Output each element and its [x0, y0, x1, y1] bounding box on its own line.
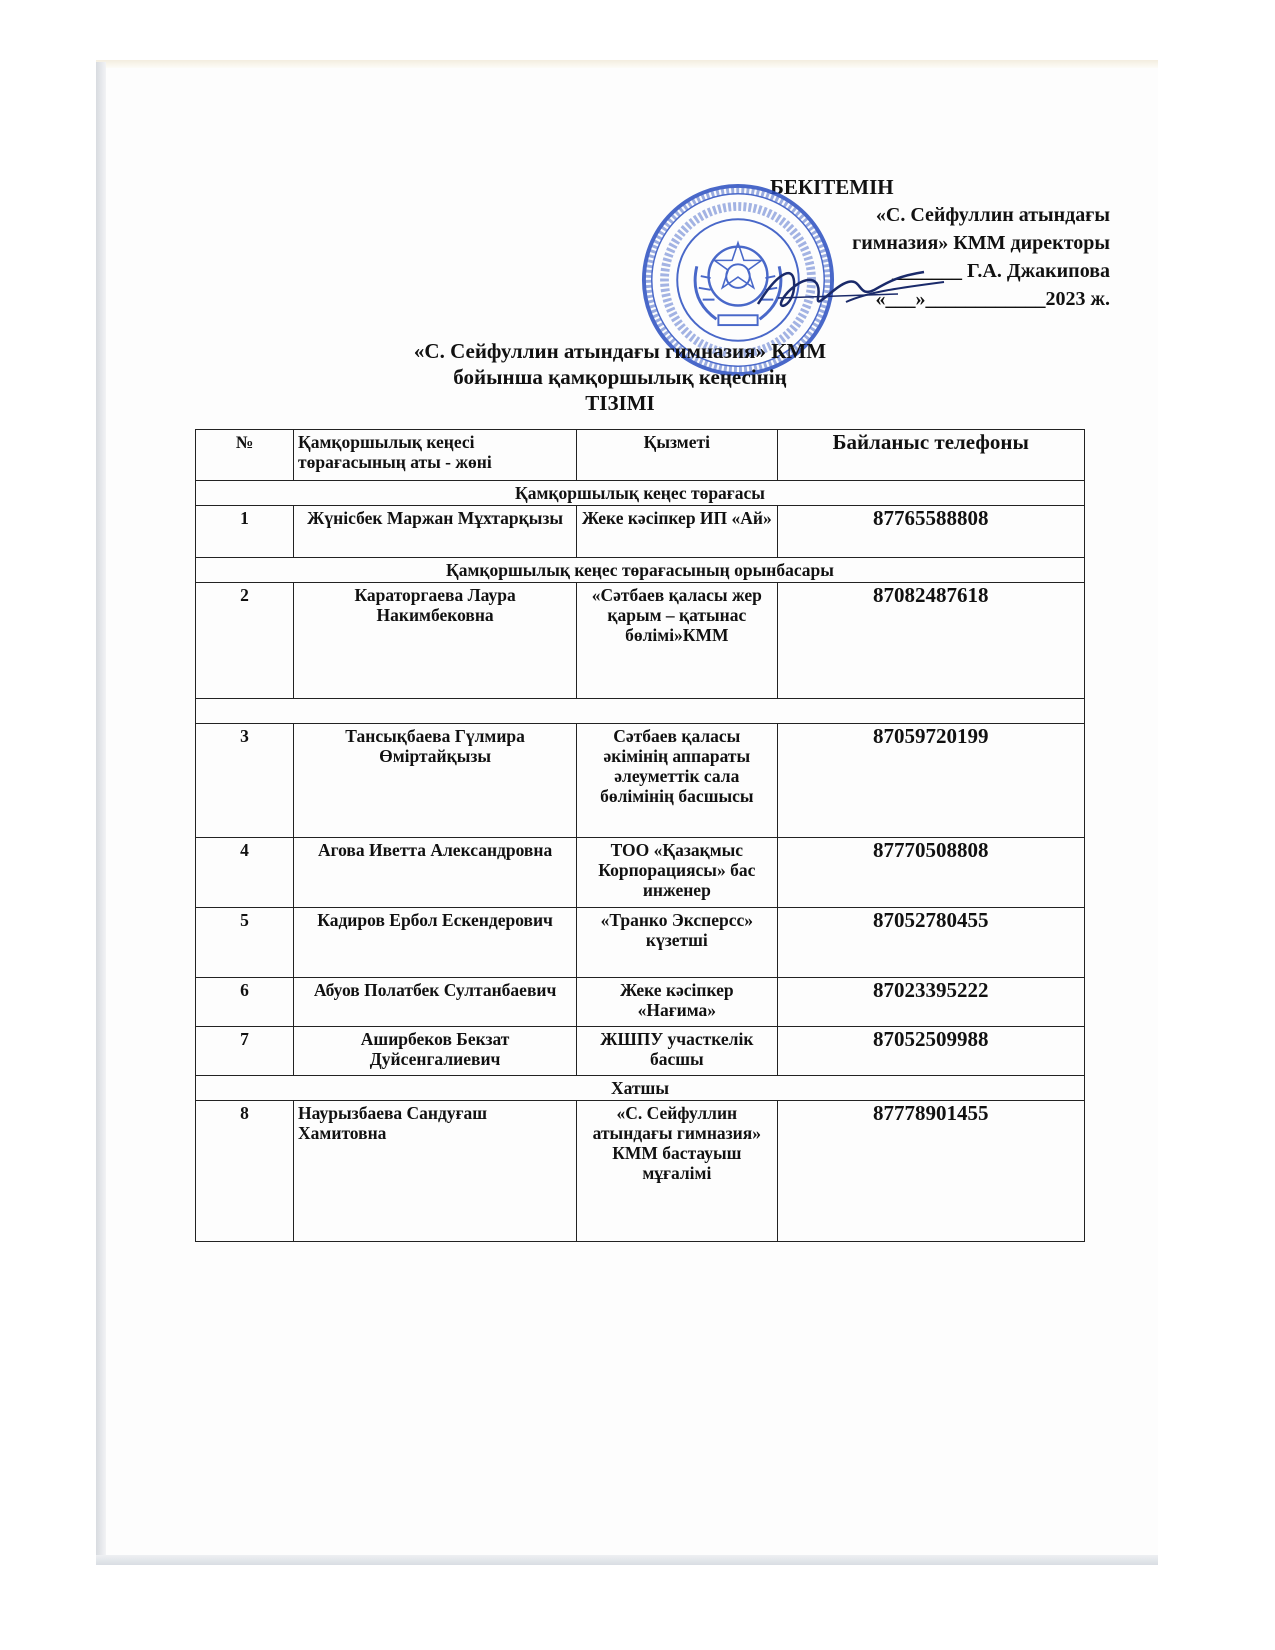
row-num: 3 [196, 724, 294, 838]
title-line-1: «С. Сейфуллин атындағы гимназия» КММ [413, 339, 827, 363]
row-num: 6 [196, 978, 294, 1027]
row-phone: 87052780455 [777, 908, 1085, 978]
row-position: «Транко Эксперсс» күзетші [577, 908, 777, 978]
section-chair: Қамқоршылық кеңес төрағасы [196, 481, 1085, 506]
header-phone: Байланыс телефоны [777, 430, 1085, 481]
section-secretary: Хатшы [196, 1076, 1085, 1101]
table-row [196, 908, 1085, 978]
paper-left-edge [96, 62, 106, 1562]
table-row [196, 724, 1085, 838]
row-phone: 87082487618 [777, 583, 1085, 699]
row-num: 7 [196, 1027, 294, 1076]
row-name: Агова Иветта Александровна [294, 838, 577, 908]
row-num: 4 [196, 838, 294, 908]
row-name: Тансықбаева Гүлмира Өміртайқызы [294, 724, 577, 838]
empty-cell [196, 699, 1085, 724]
header-position: Қызметі [577, 430, 777, 481]
row-name: Аширбеков Бекзат Дуйсенгалиевич [294, 1027, 577, 1076]
handwritten-signature-icon [748, 252, 948, 322]
row-num: 8 [196, 1101, 294, 1242]
table-row [196, 838, 1085, 908]
row-position: «С. Сейфуллин атындағы гимназия» КММ бастауыш мұғалімі [577, 1101, 777, 1242]
row-phone: 87778901455 [777, 1101, 1085, 1242]
row-name: Караторгаева Лаура Накимбековна [294, 583, 577, 699]
title-line-2: бойынша қамқоршылық кеңесінің [453, 365, 787, 389]
trustee-council-table [195, 429, 1085, 1242]
row-position: «Сәтбаев қаласы жер қарым – қатынас бөлімі»КММ [577, 583, 777, 699]
row-phone: 87052509988 [777, 1027, 1085, 1076]
row-name: Жүнісбек Маржан Мұхтарқызы [294, 506, 577, 558]
row-num: 5 [196, 908, 294, 978]
section-row [196, 1076, 1085, 1101]
empty-row [196, 699, 1085, 724]
header-num: № [196, 430, 294, 481]
table-row [196, 1027, 1085, 1076]
row-position: ЖШПУ участкелік басшы [577, 1027, 777, 1076]
section-row [196, 558, 1085, 583]
row-num: 1 [196, 506, 294, 558]
section-deputy: Қамқоршылық кеңес төрағасының орынбасары [196, 558, 1085, 583]
row-phone: 87023395222 [777, 978, 1085, 1027]
row-num: 2 [196, 583, 294, 699]
row-name: Абуов Полатбек Султанбаевич [294, 978, 577, 1027]
row-position: Жеке кәсіпкер ИП «Ай» [577, 506, 777, 558]
document-title [300, 338, 940, 416]
header-name: Қамқоршылық кеңесі төрағасының аты - жөні [294, 430, 577, 481]
approval-line-3: _______ Г.А. Джакипова [891, 260, 1110, 282]
table-row [196, 978, 1085, 1027]
table-row [196, 583, 1085, 699]
row-position: ТОО «Қазақмыс Корпорациясы» бас инженер [577, 838, 777, 908]
row-position: Сәтбаев қаласы әкімінің аппараты әлеуметтік сала бөлімінің басшысы [577, 724, 777, 838]
table-header-row [196, 430, 1085, 481]
row-phone: 87059720199 [777, 724, 1085, 838]
paper-bottom-edge [96, 1555, 1158, 1565]
table-row [196, 1101, 1085, 1242]
approval-line-4: «___»____________2023 ж. [875, 288, 1110, 310]
row-position: Жеке кәсіпкер «Нағима» [577, 978, 777, 1027]
row-name: Кадиров Ербол Ескендерович [294, 908, 577, 978]
section-row [196, 481, 1085, 506]
approval-line-2: гимназия» КММ директоры [852, 232, 1110, 254]
approval-heading: БЕКІТЕМІН [770, 175, 894, 199]
approval-line-1: «С. Сейфуллин атындағы [875, 204, 1110, 226]
title-line-3: ТІЗІМІ [585, 391, 655, 415]
row-phone: 87770508808 [777, 838, 1085, 908]
row-name: Наурызбаева Сандуғаш Хамитовна [294, 1101, 577, 1242]
row-phone: 87765588808 [777, 506, 1085, 558]
table-row [196, 506, 1085, 558]
paper-top-edge [96, 60, 1158, 68]
